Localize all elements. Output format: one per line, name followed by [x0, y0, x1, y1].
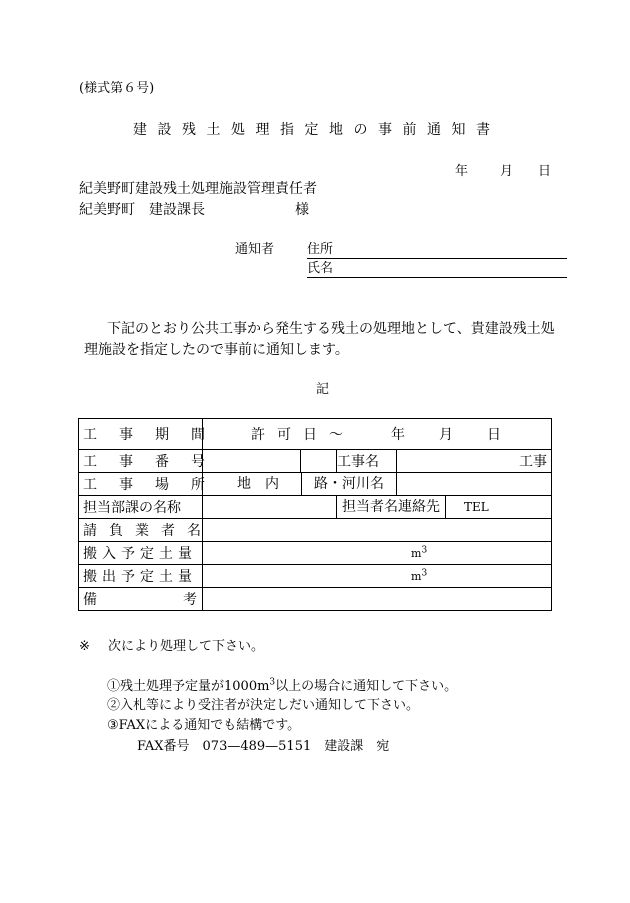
contact-label: 担当者名連絡先: [337, 496, 446, 518]
note-item1-post: 以上の場合に通知して下さい。: [275, 679, 458, 694]
name-label: 工事名: [337, 454, 379, 470]
place-value-cell[interactable]: [203, 473, 397, 496]
contact-cell[interactable]: [337, 496, 552, 519]
out-label: 搬出予定土量: [83, 569, 197, 585]
in-label: 搬入予定土量: [83, 546, 197, 562]
table-row-period: [79, 419, 552, 450]
form-number: (様式第６号): [79, 81, 155, 96]
period-value-cell[interactable]: [203, 419, 552, 450]
out-value-cell[interactable]: $m^3$: [203, 565, 552, 588]
notifier-address-label: 住所: [307, 242, 334, 257]
note-mark: ※: [79, 639, 90, 654]
body-line1: 下記のとおり公共工事から発生する残土の処理地として、貴建設残土処: [107, 321, 555, 337]
notifier-name-label: 氏名: [307, 261, 334, 276]
out-unit: m: [411, 569, 422, 583]
remarks-label-cell: [79, 588, 283, 611]
period-kyoka: 許可日: [251, 427, 329, 443]
date-year: 年: [455, 164, 469, 179]
period-tilde: ～: [329, 427, 343, 443]
period-label-cell: [79, 419, 227, 450]
ki-heading: 記: [316, 382, 330, 397]
name-suffix: 工事: [519, 454, 547, 470]
number-value-cell-2[interactable]: [282, 450, 337, 473]
period-label: 工事期間: [83, 427, 227, 443]
notification-table: [78, 418, 552, 611]
note-item3: ③FAXによる通知でも結構です。: [107, 718, 301, 733]
period-month: 月: [439, 427, 453, 443]
in-label-cell: [79, 542, 203, 565]
name-value-cell[interactable]: [397, 450, 552, 473]
dept-label-cell: [79, 496, 203, 519]
table-row-contractor: [79, 519, 552, 542]
table-row-in: [79, 542, 552, 565]
table-row-remarks: [79, 588, 552, 611]
place-label: 工事場所: [83, 477, 227, 493]
table-row-number: [79, 450, 552, 473]
table-row-dept: [79, 496, 552, 519]
note-fax: FAX番号 073—489—5151 建設課 宛: [137, 739, 390, 754]
period-year: 年: [391, 427, 405, 443]
contractor-label-cell: [79, 519, 213, 542]
body-line2: 理施設を指定したので事前に通知します。: [84, 342, 349, 358]
out-label-cell: [79, 565, 203, 588]
note-item2: ②入札等により受注者が決定しだい通知して下さい。: [107, 698, 420, 713]
date-month: 月: [500, 164, 514, 179]
notifier-address-field[interactable]: [307, 241, 567, 259]
in-value-cell[interactable]: $m^3$: [203, 542, 552, 565]
road-river-label: 路・河川名: [314, 476, 384, 492]
period-day: 日: [487, 427, 501, 443]
notifier-label: 通知者: [235, 242, 275, 257]
note-item1: ①残土処理予定量が$1000m^3$以上の場合に通知して下さい。: [107, 677, 458, 694]
note-item1-pre: ①残土処理予定量が1000m: [107, 679, 270, 694]
name-label-cell: [337, 450, 397, 473]
number-label: 工事番号: [83, 454, 227, 470]
document-title: 建設残土処理指定地の事前通知書: [133, 122, 501, 138]
contractor-value-cell[interactable]: [203, 519, 552, 542]
tel-label: TEL: [464, 500, 489, 514]
addressee-honorific: 様: [295, 202, 309, 218]
remarks-label: 備考: [83, 592, 283, 608]
dept-value-cell[interactable]: [203, 496, 337, 519]
note-heading: 次により処理して下さい。: [108, 639, 265, 654]
notifier-name-field[interactable]: [307, 260, 567, 278]
date-day: 日: [538, 164, 552, 179]
contractor-label: 請負業者名: [83, 523, 213, 539]
table-row-out: [79, 565, 552, 588]
road-river-value-cell[interactable]: [397, 473, 552, 496]
addressee-line1: 紀美野町建設残土処理施設管理責任者: [79, 181, 317, 197]
in-unit: m: [411, 546, 422, 560]
addressee-org: 紀美野町 建設課長: [79, 202, 205, 218]
place-label-cell: [79, 473, 227, 496]
number-label-cell: [79, 450, 227, 473]
dept-label: 担当部課の名称: [83, 500, 181, 516]
table-row-place: [79, 473, 552, 496]
place-chinai: 地内: [237, 476, 293, 492]
